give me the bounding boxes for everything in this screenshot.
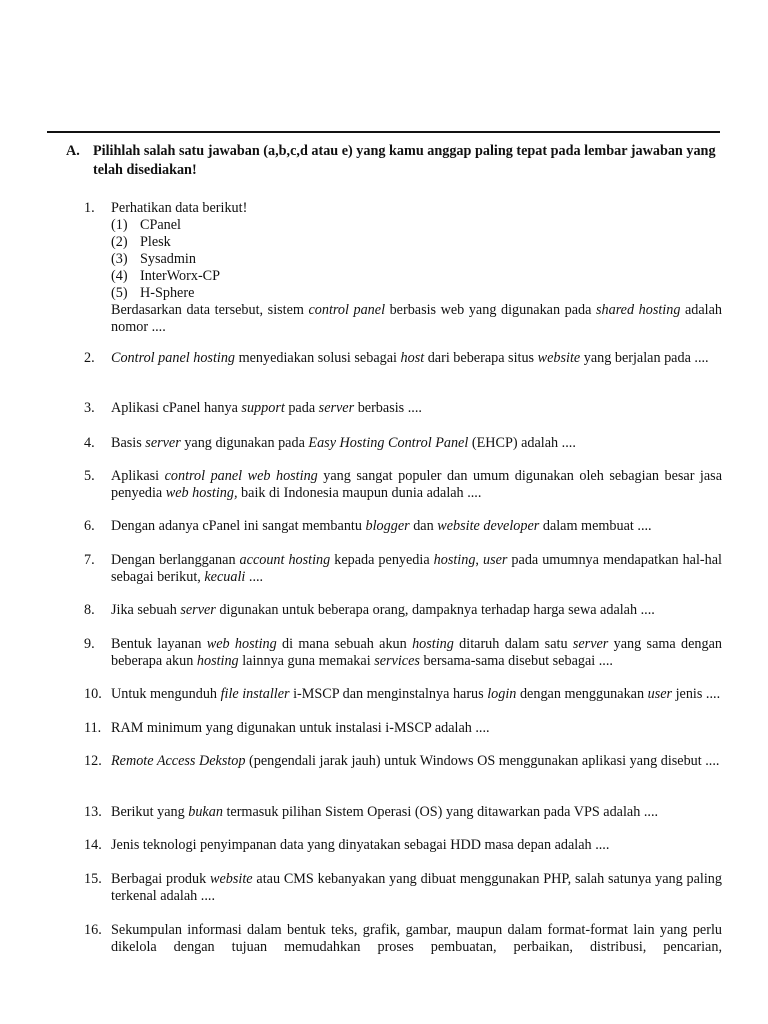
option-item: (3) Sysadmin — [111, 251, 196, 267]
italic-term: Control panel hosting — [111, 350, 236, 366]
question-text — [111, 518, 722, 535]
italic-term: server — [180, 602, 216, 618]
text-run: atau CMS kebanyakan yang dibuat menggunakan PHP, salah satunya yang paling terkenal adalah .... — [111, 871, 722, 904]
italic-term: host — [400, 350, 425, 366]
text-run: , — [475, 552, 483, 568]
italic-term: server — [145, 435, 181, 451]
question-number: 14. — [84, 837, 102, 853]
question-number: 6. — [84, 518, 95, 534]
text-run: (EHCP) adalah .... — [468, 435, 576, 451]
question-9 — [84, 636, 722, 670]
header-divider — [47, 131, 720, 133]
text-run: pada umumnya mendapatkan hal-hal sebagai berikut, — [111, 552, 722, 585]
question-text — [111, 753, 722, 770]
italic-term: web hosting — [206, 636, 277, 652]
text-run: bersama-sama disebut sebagai .... — [419, 653, 613, 669]
question-number: 15. — [84, 871, 102, 887]
text-run: di mana sebuah akun — [276, 636, 413, 652]
italic-term: file installer — [220, 686, 290, 702]
text-run: Dengan berlangganan — [111, 552, 240, 568]
italic-term: account hosting — [239, 552, 331, 568]
text-run: digunakan untuk beberapa orang, dampaknya terhadap harga sewa adalah .... — [215, 602, 655, 618]
text-run: adalah nomor .... — [111, 302, 723, 335]
question-5 — [84, 468, 722, 502]
text-run: yang digunakan pada — [180, 435, 309, 451]
question-intro: Perhatikan data berikut! — [111, 200, 248, 216]
text-run: .... — [245, 569, 264, 585]
text-run: baik di Indonesia maupun dunia adalah .... — [237, 485, 482, 501]
question-3 — [84, 400, 722, 417]
text-run: dalam membuat .... — [539, 518, 652, 534]
question-number: 7. — [84, 552, 95, 568]
italic-term: user — [647, 686, 673, 702]
question-2 — [84, 350, 722, 367]
text-run: Jika sebuah — [111, 602, 181, 618]
question-number: 13. — [84, 804, 102, 820]
section-letter: A. — [66, 143, 80, 159]
italic-term: server — [572, 636, 609, 652]
text-run: yang sangat populer dan umum digunakan oleh sebagian besar jasa penyedia — [111, 468, 722, 501]
text-run: kepada penyedia — [330, 552, 434, 568]
question-number: 5. — [84, 468, 95, 484]
text-run: Berdasarkan data tersebut, sistem — [111, 302, 309, 318]
text-run: lainnya guna memakai — [238, 653, 375, 669]
italic-term: blogger — [365, 518, 410, 534]
text-run: Jenis teknologi penyimpanan data yang dinyatakan sebagai HDD masa depan adalah .... — [111, 837, 610, 853]
text-run: berbasis .... — [354, 400, 422, 416]
text-run: berbasis web yang digunakan pada — [385, 302, 596, 318]
question-1 — [84, 200, 722, 336]
italic-term: server — [318, 400, 355, 416]
question-text — [111, 922, 722, 956]
question-15 — [84, 871, 722, 905]
text-run: dengan menggunakan — [516, 686, 648, 702]
italic-term: kecuali — [204, 569, 246, 585]
question-text — [111, 686, 722, 703]
question-text — [111, 435, 722, 452]
text-run: Aplikasi cPanel hanya — [111, 400, 242, 416]
question-14 — [84, 837, 722, 854]
section-instruction — [66, 142, 726, 180]
italic-term: hosting — [196, 653, 239, 669]
question-12 — [84, 753, 722, 770]
question-number: 10. — [84, 686, 102, 702]
italic-term: hosting — [412, 636, 454, 652]
italic-term: bukan — [188, 804, 223, 820]
text-run: menyediakan solusi sebagai — [235, 350, 401, 366]
text-run: pada — [284, 400, 319, 416]
question-text — [111, 552, 722, 586]
question-text — [111, 837, 722, 854]
text-run: Aplikasi — [111, 468, 165, 484]
italic-term: hosting — [433, 552, 476, 568]
text-run: jenis .... — [672, 686, 721, 702]
italic-term: shared hosting — [595, 302, 681, 318]
question-number: 16. — [84, 922, 102, 938]
italic-term: control panel — [308, 302, 386, 318]
question-text — [111, 720, 722, 737]
text-run: ditaruh dalam satu — [453, 636, 573, 652]
italic-term: website developer — [437, 518, 540, 534]
question-text — [111, 302, 722, 336]
text-run: Untuk mengunduh — [111, 686, 221, 702]
text-run: termasuk pilihan Sistem Operasi (OS) yang ditawarkan pada VPS adalah .... — [222, 804, 659, 820]
question-number: 12. — [84, 753, 102, 769]
italic-term: user — [482, 552, 508, 568]
question-10 — [84, 686, 722, 703]
question-text — [111, 871, 722, 905]
option-item: (4) InterWorx-CP — [111, 268, 221, 284]
text-run: dan — [409, 518, 438, 534]
italic-term: web hosting, — [165, 485, 238, 501]
text-run: Sekumpulan informasi dalam bentuk teks, grafik, gambar, maupun dalam format-format lain yang perlu dikelola dengan tujuan memudahkan proses pembuatan, perbaikan, distribusi, pencarian, — [111, 922, 722, 955]
question-13 — [84, 804, 722, 821]
italic-term: Remote Access Dekstop — [111, 753, 246, 769]
question-text — [111, 468, 722, 502]
question-text — [111, 636, 722, 670]
text-run: Basis — [111, 435, 146, 451]
text-run: Dengan adanya cPanel ini sangat membantu — [111, 518, 366, 534]
text-run: Bentuk layanan — [111, 636, 207, 652]
option-item: (5) H-Sphere — [111, 285, 195, 301]
question-number: 9. — [84, 636, 95, 652]
question-text — [111, 804, 722, 821]
text-run: dari beberapa situs — [424, 350, 538, 366]
text-run: RAM minimum yang digunakan untuk instalasi i-MSCP adalah .... — [111, 720, 490, 736]
question-number: 4. — [84, 435, 95, 451]
question-number: 11. — [84, 720, 102, 736]
question-number: 8. — [84, 602, 95, 618]
text-run: yang sama dengan beberapa akun — [111, 636, 722, 669]
italic-term: website — [210, 871, 253, 887]
italic-term: control panel web hosting — [164, 468, 318, 484]
text-run: Berikut yang — [111, 804, 189, 820]
italic-term: website — [537, 350, 581, 366]
question-text — [111, 400, 722, 417]
question-16 — [84, 922, 722, 956]
italic-term: support — [241, 400, 285, 416]
italic-term: Easy Hosting Control Panel — [308, 435, 469, 451]
instruction-text: Pilihlah salah satu jawaban (a,b,c,d atau e) yang kamu anggap paling tepat pada lembar jawaban yang telah disediakan! — [93, 143, 716, 178]
question-number: 1. — [84, 200, 95, 216]
text-run: Berbagai produk — [111, 871, 211, 887]
question-text — [111, 602, 722, 619]
italic-term: login — [487, 686, 517, 702]
option-item: (1) CPanel — [111, 217, 181, 233]
question-4 — [84, 435, 722, 452]
question-7 — [84, 552, 722, 586]
option-item: (2) Plesk — [111, 234, 171, 250]
italic-term: services — [374, 653, 420, 669]
question-6 — [84, 518, 722, 535]
question-number: 2. — [84, 350, 95, 366]
question-text — [111, 350, 722, 367]
question-11 — [84, 720, 722, 737]
text-run: yang berjalan pada .... — [580, 350, 709, 366]
question-8 — [84, 602, 722, 619]
question-number: 3. — [84, 400, 95, 416]
text-run: (pengendali jarak jauh) untuk Windows OS menggunakan aplikasi yang disebut .... — [245, 753, 720, 769]
text-run: i-MSCP dan menginstalnya harus — [289, 686, 488, 702]
